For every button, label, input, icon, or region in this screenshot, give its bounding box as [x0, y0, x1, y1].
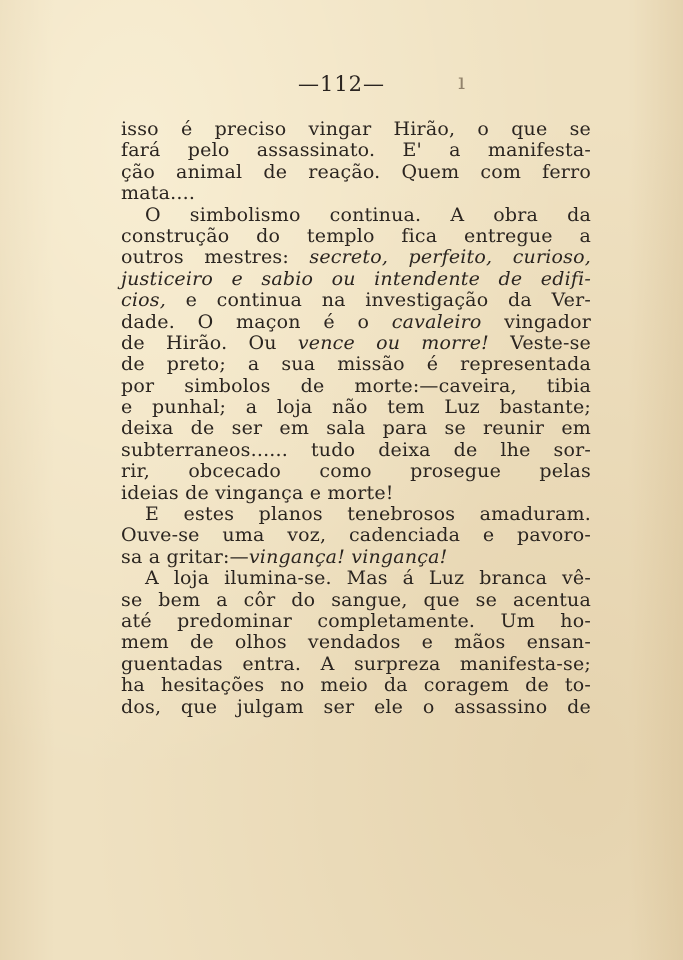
text-line — [121, 611, 591, 632]
text-run: dade. O maçon é o — [121, 310, 392, 333]
text-line — [121, 290, 591, 311]
italic-run: vingança! vingança! — [248, 545, 448, 568]
text-run: O simbolismo continua. A obra da — [145, 203, 591, 226]
text-line — [121, 654, 591, 675]
text-run: ideias de vingança e morte! — [121, 481, 394, 504]
text-line — [121, 376, 591, 397]
text-line — [121, 140, 591, 161]
text-run: por simbolos de morte:—caveira, tibia — [121, 374, 591, 397]
text-run: ção animal de reação. Quem com ferro — [121, 160, 591, 183]
body-text — [121, 119, 591, 718]
text-run: isso é preciso vingar Hirão, o que se — [121, 118, 591, 140]
text-run: Veste-se — [489, 331, 592, 354]
text-line — [121, 397, 591, 418]
text-line — [121, 226, 591, 247]
text-run: e punhal; a loja não tem Luz bastante; — [121, 396, 591, 419]
text-line — [121, 461, 591, 482]
text-line — [121, 547, 591, 568]
text-run: e continua na investigação da Ver- — [165, 289, 591, 312]
text-line — [121, 247, 591, 268]
text-run: mata.... — [121, 182, 196, 205]
text-run: de preto; a sua missão é representada — [121, 353, 591, 376]
text-line — [121, 568, 591, 589]
text-line — [121, 590, 591, 611]
text-run: construção do templo fica entregue a — [121, 224, 591, 247]
text-line — [121, 525, 591, 546]
text-line — [121, 312, 591, 333]
text-line — [121, 269, 591, 290]
page-number: —112— — [297, 72, 386, 96]
text-line — [121, 675, 591, 696]
text-line — [121, 119, 591, 140]
italic-run: cios, — [121, 289, 166, 312]
text-line — [121, 205, 591, 226]
text-run: rir, obcecado como prosegue pelas — [121, 460, 591, 483]
stray-mark: ı — [458, 70, 466, 95]
italic-run: cavaleiro — [391, 310, 482, 333]
italic-run: vence ou morre! — [297, 331, 489, 354]
text-run: outros mestres: — [121, 246, 310, 269]
text-run: de Hirão. Ou — [121, 331, 298, 354]
text-run: E estes planos tenebrosos amaduram. — [145, 503, 591, 526]
text-run: mem de olhos vendados e mãos ensan- — [121, 631, 591, 654]
text-line — [121, 183, 591, 204]
text-line — [121, 632, 591, 653]
text-line — [121, 440, 591, 461]
text-line — [121, 483, 591, 504]
text-line — [121, 504, 591, 525]
text-run: dos, que julgam ser ele o assassino de — [121, 695, 591, 718]
text-run: ha hesitações no meio da coragem de to- — [121, 674, 591, 697]
text-line — [121, 418, 591, 439]
text-run: fará pelo assassinato. E' a manifesta- — [121, 139, 591, 162]
text-run: Ouve-se uma voz, cadenciada e pavoro- — [121, 524, 591, 547]
text-run: se bem a côr do sangue, que se acentua — [121, 588, 591, 611]
text-run: vingador — [481, 310, 591, 333]
text-line — [121, 162, 591, 183]
text-run: até predominar completamente. Um ho- — [121, 609, 591, 632]
text-run: guentadas entra. A surpreza manifesta-se; — [121, 652, 591, 675]
text-run: sa a gritar:— — [121, 545, 249, 568]
text-line — [121, 354, 591, 375]
text-line — [121, 697, 591, 718]
text-run: A loja ilumina-se. Mas á Luz branca vê- — [145, 567, 591, 590]
text-run: subterraneos...... tudo deixa de lhe sor- — [121, 438, 591, 461]
text-run: deixa de ser em sala para se reunir em — [121, 417, 591, 440]
italic-run: secreto, perfeito, curioso, — [309, 246, 591, 269]
text-line — [121, 333, 591, 354]
italic-run: justiceiro e sabio ou intendente de edifi- — [121, 267, 591, 290]
